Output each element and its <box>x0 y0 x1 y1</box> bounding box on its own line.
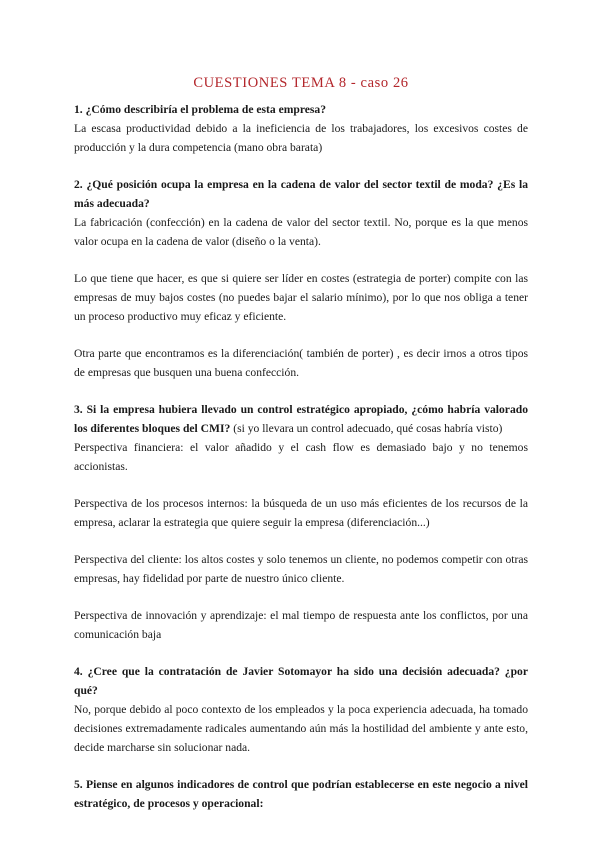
question-3-note: (si yo llevara un control adecuado, qué cosas habría visto) <box>230 422 503 435</box>
answer-1: La escasa productividad debido a la ineficiencia de los trabajadores, los excesivos costes de producción y la dura competencia (mano obra barata) <box>74 122 528 154</box>
question-3 <box>74 400 528 438</box>
question-2: 2. ¿Qué posición ocupa la empresa en la cadena de valor del sector textil de moda? ¿Es la más adecuada? <box>74 178 528 210</box>
question-5: 5. Piense en algunos indicadores de control que podrían establecerse en este negocio a nivel estratégico, de procesos y operacional: <box>74 778 528 810</box>
perspective-innovation: Perspectiva de innovación y aprendizaje: el mal tiempo de respuesta ante los conflictos, por una comunicación baja <box>74 609 528 641</box>
question-3-text: 3. Si la empresa hubiera llevado un control estratégico apropiado, ¿cómo habría valorado los diferentes bloques del CMI? <box>74 403 528 435</box>
answer-2: La fabricación (confección) en la cadena de valor del sector textil. No, porque es la que menos valor ocupa en la cadena de valor (diseño o la venta). <box>74 216 528 248</box>
answer-2-paragraph-3: Otra parte que encontramos es la diferenciación( también de porter) , es decir irnos a otros tipos de empresas que busquen una buena confección. <box>74 347 528 379</box>
question-1: 1. ¿Cómo describiría el problema de esta empresa? <box>74 103 327 116</box>
answer-2-paragraph-2: Lo que tiene que hacer, es que si quiere ser líder en costes (estrategia de porter) compite con las empresas de muy bajos costes (no puedes bajar el salario mínimo), por lo que nos obliga a tener un proceso productivo muy eficaz y eficiente. <box>74 272 528 323</box>
question-4: 4. ¿Cree que la contratación de Javier Sotomayor ha sido una decisión adecuada? ¿por qué? <box>74 665 528 697</box>
perspective-internal-processes: Perspectiva de los procesos internos: la búsqueda de un uso más eficientes de los recursos de la empresa, aclarar la estrategia que quiere seguir la empresa (diferenciación...) <box>74 497 528 529</box>
answer-4: No, porque debido al poco contexto de los empleados y la poca experiencia adecuada, ha tomado decisiones extremadamente radicales aumentando aún más la hostilidad del ambiente y ante esto, decide marcharse sin solucionar nada. <box>74 703 528 754</box>
perspective-customer: Perspectiva del cliente: los altos costes y solo tenemos un cliente, no podemos competir con otras empresas, hay fidelidad por parte de nuestro único cliente. <box>74 553 528 585</box>
perspective-financial: Perspectiva financiera: el valor añadido y el cash flow es demasiado bajo y no tenemos accionistas. <box>74 441 528 473</box>
page-title: CUESTIONES TEMA 8 - caso 26 <box>193 75 409 91</box>
